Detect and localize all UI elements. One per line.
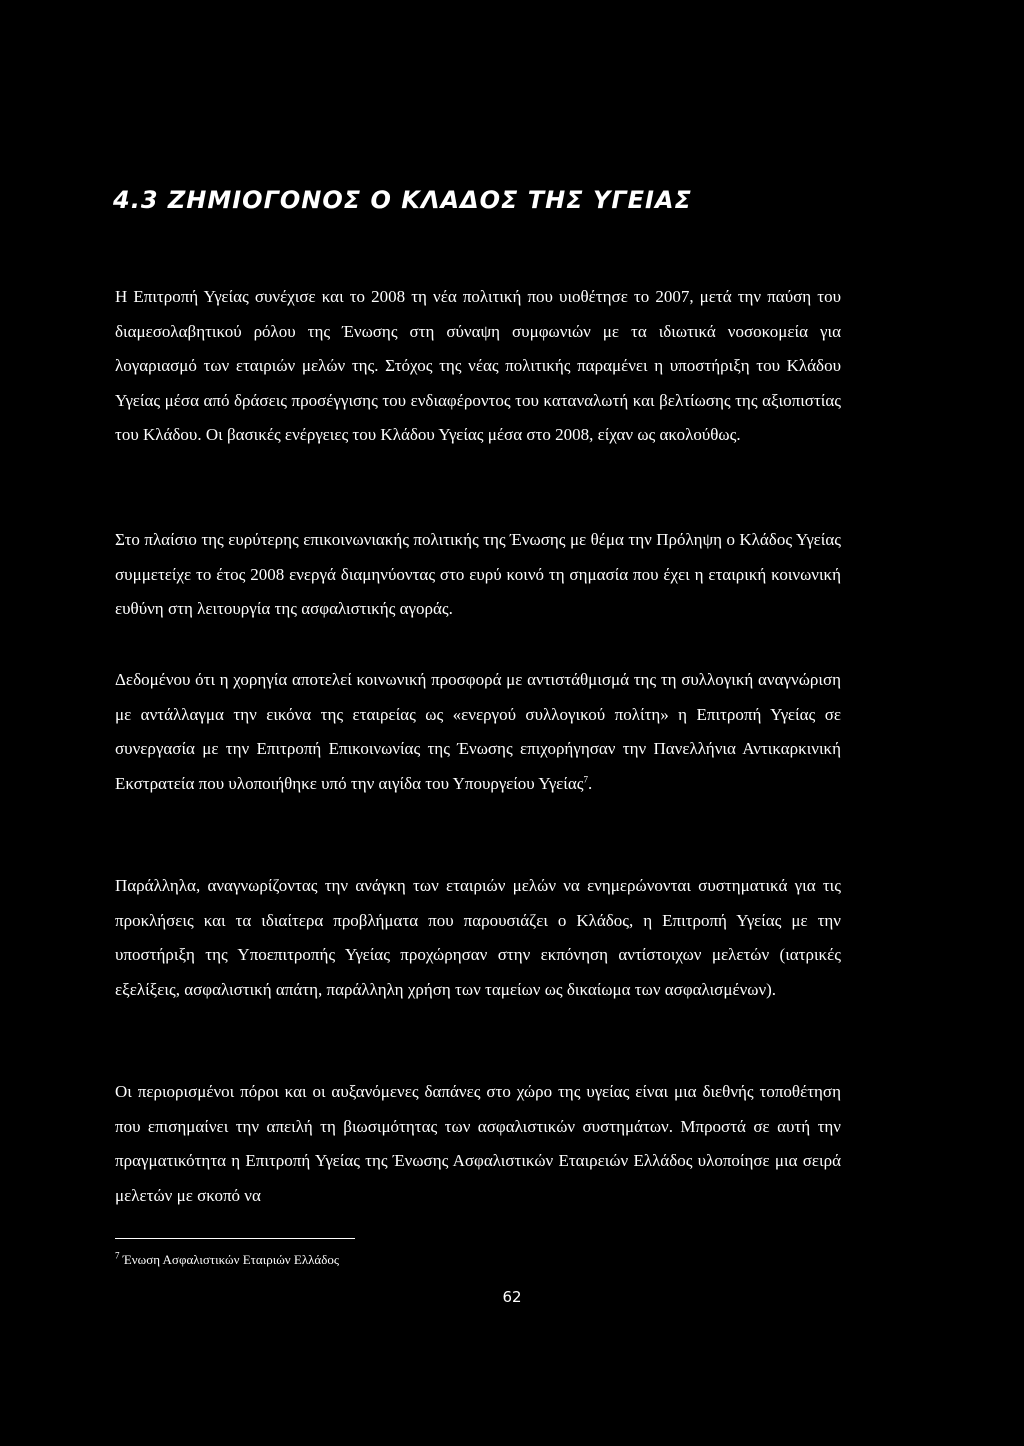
paragraph-studies: Παράλληλα, αναγνωρίζοντας την ανάγκη των εταιριών μελών να ενημερώνονται συστηματικά για τις προκλήσεις και τα ιδιαίτερα προβλήματα που παρουσιάζει ο Κλάδος, η Επιτροπή Υγείας με την υποστήριξη της Υποεπιτροπής Υγείας προχώρησαν στην εκπόνηση αντίστοιχων μελετών (ιατρικές εξελίξεις, ασφαλιστική απάτη, παράλληλη χρήση των ταμείων ως δικαίωμα των ασφαλισμένων). <box>115 876 841 999</box>
paragraph-prevention-campaign: Στο πλαίσιο της ευρύτερης επικοινωνιακής πολιτικής της Ένωσης με θέμα την Πρόληψη ο Κλάδος Υγείας συμμετείχε το έτος 2008 ενεργά διαμηνύοντας στο ευρύ κοινό τη σημασία που έχει η εταιρική κοινωνική ευθύνη στη λειτουργία της ασφαλιστικής αγοράς. <box>115 530 841 619</box>
footnote <box>115 1252 339 1268</box>
paragraph-health-committee-policy: Η Επιτροπή Υγείας συνέχισε και το 2008 τη νέα πολιτική που υιοθέτησε το 2007, μετά την παύση του διαμεσολαβητικού ρόλου της Ένωσης στη σύναψη συμφωνιών με τα ιδιωτικά νοσοκομεία για λογαριασμό των εταιριών μελών της. Στόχος της νέας πολιτικής παραμένει η υποστήριξη του Κλάδου Υγείας μέσα από δράσεις προσέγγισης του ενδιαφέροντος του καταναλωτή και βελτίωσης της αξιοπιστίας του Κλάδου. Οι βασικές ενέργειες του Κλάδου Υγείας μέσα στο 2008, είχαν ως ακολούθως. <box>115 287 841 445</box>
page-number: 62 <box>502 1288 522 1306</box>
footnote-divider <box>115 1238 355 1239</box>
paragraph-sponsorship-text: Δεδομένου ότι η χορηγία αποτελεί κοινωνική προσφορά με αντιστάθμισμά της τη συλλογική αναγνώριση με αντάλλαγμα την εικόνα της εταιρείας ως «ενεργού συλλογικού πολίτη» η Επιτροπή Υγείας σε συνεργασία με την Επιτροπή Επικοινωνίας της Ένωσης επιχορήγησαν την Πανελλήνια Αντικαρκινική Εκστρατεία που υλοποιήθηκε υπό την αιγίδα του Υπουργείου Υγείας <box>115 670 841 793</box>
footnote-reference: 7 <box>583 774 588 785</box>
section-heading: 4.3 ΖΗΜΙΟΓΟΝΟΣ Ο ΚΛΑΔΟΣ ΤΗΣ ΥΓΕΙΑΣ <box>113 186 692 214</box>
paragraph-sponsorship-end: . <box>587 773 593 793</box>
paragraph-limited-resources: Οι περιορισμένοι πόροι και οι αυξανόμενες δαπάνες στο χώρο της υγείας είναι μια διεθνής τοποθέτηση που επισημαίνει την απειλή τη βιωσιμότητας των ασφαλιστικών συστημάτων. Μπροστά σε αυτή την πραγματικότητα η Επιτροπή Υγείας της Ένωσης Ασφαλιστικών Εταιρειών Ελλάδος υλοποίησε μια σειρά μελετών με σκοπό να <box>115 1082 841 1205</box>
footnote-marker: 7 <box>115 1250 120 1261</box>
footnote-text: Ένωση Ασφαλιστικών Εταιριών Ελλάδος <box>122 1252 340 1267</box>
paragraph-sponsorship <box>115 663 841 801</box>
